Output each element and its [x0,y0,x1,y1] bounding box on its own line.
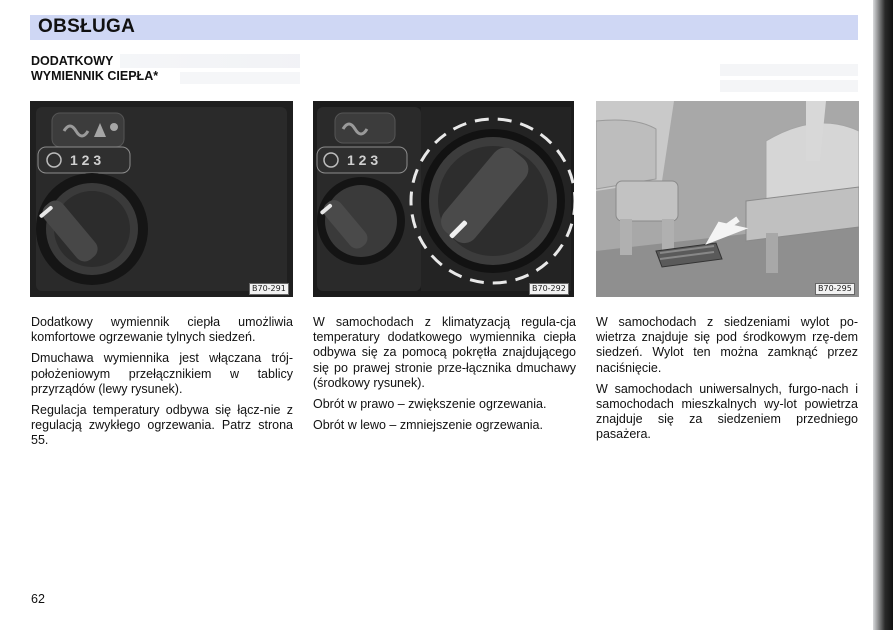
paragraph: Obrót w lewo – zmniejszenie ogrzewania. [313,418,543,433]
figure-label-2: B70-292 [529,283,569,295]
page-number: 62 [31,592,45,606]
figure-blower-switch [30,101,293,297]
section-heading [31,54,158,84]
blower-switch-illustration [30,101,293,297]
paragraph: Regulacja temperatury odbywa się łącz-nie z regulacją zwykłego ogrzewania. Patrz strona 55. [31,403,293,448]
switch-positions-label: 1 2 3 [70,152,102,168]
section-heading-line-2: WYMIENNIK CIEPŁA* [31,69,159,83]
figure-label-3: B70-295 [815,283,855,295]
text-column-1 [31,315,293,455]
header-band [30,15,858,40]
paragraph: W samochodach uniwersalnych, furgo-nach i samochodach mieszkalnych wy-lot powietrza znajduje się za siedzeniem przedniego pasażera. [596,381,858,442]
paragraph: Dodatkowy wymiennik ciepła umożliwia komfortowe ogrzewanie tylnych siedzeń. [31,315,293,345]
text-column-2 [313,315,576,439]
figure-label-1: B70-291 [249,283,289,295]
paragraph: Dmuchawa wymiennika jest włączana trój-położeniowym przełącznikiem w tablicy przyrządów (lewy rysunek). [31,351,293,396]
text-column-3 [596,315,858,449]
paragraph: W samochodach z siedzeniami wylot po-wietrza znajduje się pod środkowym rzę-dem siedzeń. Wylot ten można zamknąć przez naciśnięcie. [596,315,858,375]
temperature-knob-illustration [313,101,574,297]
bleed-through-decoration-right [720,64,858,90]
switch-positions-label-2: 1 2 3 [347,152,379,168]
air-outlet-illustration [596,101,859,297]
figure-air-outlet [596,101,859,297]
paragraph: W samochodach z klimatyzacją regula-cja temperatury dodatkowego wymiennika ciepła odbywa się za pomocą pokrętła znajdującego się po prawej stronie prze-łącznika dmuchawy (środkowy rysunek). [313,315,576,390]
section-heading-line-1: DODATKOWY [31,54,114,68]
page-edge-shadow [873,0,893,630]
figure-temperature-knob [313,101,574,297]
paragraph: Obrót w prawo – zwiększenie ogrzewania. [313,397,547,412]
page-title: OBSŁUGA [38,16,136,37]
